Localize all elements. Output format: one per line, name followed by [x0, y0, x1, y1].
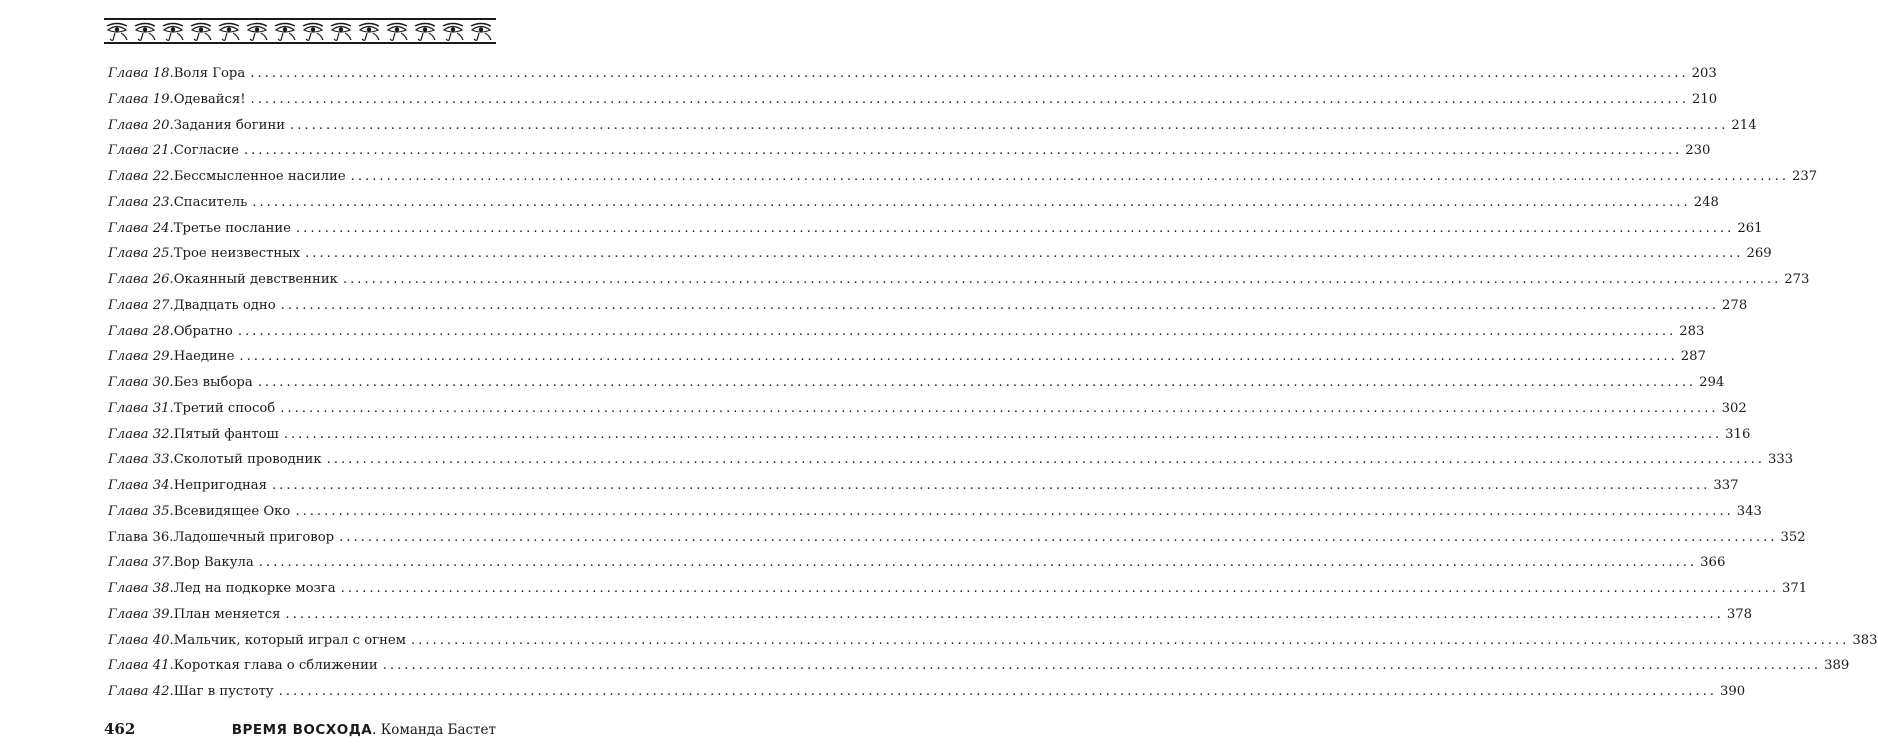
chapter-title: Без выбора — [173, 375, 253, 390]
chapter-label: Глава 30 — [108, 375, 170, 390]
label-separator: . — [169, 246, 174, 262]
chapter-title: Шаг в пустоту — [173, 684, 274, 699]
label-separator: . — [169, 452, 174, 468]
eye-of-horus-icon — [191, 24, 211, 41]
eye-of-horus-icon — [247, 24, 267, 41]
dot-leader: ........................................................................................................................................................................................................ — [237, 323, 1677, 339]
chapter-label: Глава 21 — [108, 143, 170, 159]
chapter-page-number: 230 — [1685, 143, 1711, 159]
dot-leader: ........................................................................................................................................................................................................ — [250, 91, 1689, 107]
label-separator: . — [169, 272, 174, 287]
chapter-page-number: 343 — [1736, 503, 1762, 519]
chapter-title: Согласие — [173, 143, 239, 159]
chapter-label: Глава 18 — [108, 66, 170, 81]
label-separator: . — [169, 555, 174, 571]
toc-entry — [108, 220, 1763, 247]
toc-entry — [108, 117, 1757, 144]
label-separator: . — [169, 632, 174, 648]
toc-entry — [108, 478, 1739, 504]
toc-entry — [108, 246, 1772, 272]
eye-of-horus-icon — [163, 24, 183, 41]
chapter-title: Задания богини — [173, 117, 286, 133]
label-separator: . — [169, 349, 174, 365]
toc-entry — [108, 555, 1726, 581]
toc-entry — [108, 272, 1810, 298]
chapter-title: Воля Гора — [173, 66, 246, 81]
chapter-label: Глава 41 — [108, 658, 170, 674]
label-separator: . — [169, 91, 174, 107]
chapter-label: Глава 34 — [108, 478, 170, 493]
toc-entry — [108, 143, 1711, 169]
chapter-page-number: 203 — [1691, 66, 1717, 81]
chapter-label: Глава 36 — [108, 529, 170, 545]
chapter-title: Обратно — [173, 323, 233, 339]
chapter-title: План меняется — [173, 606, 281, 622]
toc-entry — [108, 606, 1752, 633]
dot-leader: ........................................................................................................................................................................................................ — [250, 66, 1689, 81]
chapter-page-number: 389 — [1824, 658, 1850, 674]
dot-leader: ........................................................................................................................................................................................................ — [342, 272, 1782, 287]
chapter-label: Глава 25 — [108, 246, 170, 262]
chapter-page-number: 287 — [1680, 349, 1706, 365]
label-separator: . — [169, 66, 174, 81]
dot-leader: ........................................................................................................................................................................................................ — [257, 375, 1697, 390]
chapter-label: Глава 20 — [108, 117, 170, 133]
chapter-title: Вор Вакула — [173, 555, 254, 571]
label-separator: . — [169, 117, 174, 133]
label-separator: . — [169, 503, 174, 519]
label-separator: . — [169, 658, 174, 674]
eye-of-horus-icon — [135, 24, 155, 41]
chapter-title: Ладошечный приговор — [173, 529, 335, 545]
chapter-label: Глава 35 — [108, 503, 170, 519]
chapter-page-number: 294 — [1699, 375, 1725, 390]
toc-entry — [108, 581, 1808, 607]
dot-leader: ........................................................................................................................................................................................................ — [290, 117, 1729, 133]
chapter-page-number: 261 — [1737, 220, 1763, 236]
toc-entry — [108, 194, 1719, 221]
dot-leader: ........................................................................................................................................................................................................ — [243, 143, 1683, 159]
toc-entry — [108, 91, 1718, 118]
table-of-contents — [108, 66, 1878, 710]
chapter-label: Глава 37 — [108, 555, 170, 571]
eye-of-horus-icon — [387, 24, 407, 41]
dot-leader: ........................................................................................................................................................................................................ — [350, 169, 1790, 184]
chapter-label: Глава 33 — [108, 452, 170, 468]
eye-of-horus-icon — [471, 24, 491, 41]
dot-leader: ........................................................................................................................................................................................................ — [410, 632, 1850, 648]
chapter-title: Спаситель — [173, 194, 248, 210]
toc-entry — [108, 297, 1748, 324]
toc-entry — [108, 375, 1725, 401]
chapter-page-number: 248 — [1693, 194, 1719, 210]
chapter-label: Глава 24 — [108, 220, 170, 236]
book-title: ВРЕМЯ ВОСХОДА — [231, 722, 373, 738]
eye-of-horus-icon — [331, 24, 351, 41]
dot-leader: ........................................................................................................................................................................................................ — [295, 503, 1734, 519]
chapter-label: Глава 38 — [108, 581, 170, 596]
chapter-page-number: 366 — [1700, 555, 1726, 571]
label-separator: . — [169, 478, 174, 493]
label-separator: . — [169, 323, 174, 339]
chapter-title: Лед на подкорке мозга — [173, 581, 336, 596]
eye-of-horus-icon — [415, 24, 435, 41]
label-separator: . — [169, 684, 174, 699]
chapter-page-number: 237 — [1792, 169, 1818, 184]
toc-entry — [108, 503, 1762, 530]
dot-leader: ........................................................................................................................................................................................................ — [326, 452, 1765, 468]
chapter-title: Окаянный девственник — [173, 272, 338, 287]
label-separator: . — [169, 143, 174, 159]
chapter-page-number: 283 — [1679, 323, 1705, 339]
chapter-title: Сколотый проводник — [173, 452, 322, 468]
dot-leader: ........................................................................................................................................................................................................ — [382, 658, 1822, 674]
eye-of-horus-icon — [275, 24, 295, 41]
chapter-title: Двадцать одно — [173, 297, 276, 313]
chapter-label: Глава 26 — [108, 272, 170, 287]
chapter-title: Мальчик, который играл с огнем — [173, 632, 406, 648]
chapter-label: Глава 27 — [108, 297, 170, 313]
chapter-label: Глава 42 — [108, 684, 170, 699]
dot-leader: ........................................................................................................................................................................................................ — [285, 606, 1724, 622]
toc-entry — [108, 400, 1747, 427]
chapter-page-number: 210 — [1691, 91, 1718, 107]
chapter-title: Короткая глава о сближении — [173, 658, 378, 674]
dot-leader: ........................................................................................................................................................................................................ — [295, 220, 1735, 236]
toc-entry — [108, 632, 1878, 659]
toc-entry — [108, 66, 1717, 92]
toc-entry — [108, 426, 1751, 453]
eye-of-horus-icon — [359, 24, 379, 41]
title-separator: . — [372, 722, 381, 738]
label-separator: . — [169, 297, 174, 313]
label-separator: . — [169, 581, 174, 596]
chapter-label: Глава 31 — [108, 400, 170, 416]
eye-of-horus-icon-row — [104, 20, 496, 42]
dot-leader: ........................................................................................................................................................................................................ — [280, 297, 1720, 313]
dot-leader: ........................................................................................................................................................................................................ — [252, 194, 1691, 210]
chapter-label: Глава 32 — [108, 426, 170, 442]
eye-of-horus-icon — [303, 24, 323, 41]
chapter-page-number: 378 — [1726, 606, 1752, 622]
label-separator: . — [169, 375, 174, 390]
dot-leader: ........................................................................................................................................................................................................ — [340, 581, 1779, 596]
series-name: Команда Бастет — [380, 722, 496, 738]
dot-leader: ........................................................................................................................................................................................................ — [339, 529, 1778, 545]
chapter-label: Глава 40 — [108, 632, 170, 648]
chapter-label: Глава 39 — [108, 606, 170, 622]
page-number: 462 — [104, 720, 136, 738]
label-separator: . — [169, 220, 174, 236]
label-separator: . — [169, 169, 174, 184]
chapter-title: Бессмысленное насилие — [173, 169, 346, 184]
chapter-page-number: 278 — [1722, 297, 1748, 313]
chapter-title: Трое неизвестных — [173, 246, 301, 262]
toc-entry — [108, 452, 1794, 478]
dot-leader: ........................................................................................................................................................................................................ — [305, 246, 1744, 262]
eye-of-horus-icon — [107, 24, 127, 41]
dot-leader: ........................................................................................................................................................................................................ — [271, 478, 1711, 493]
chapter-title: Третье послание — [173, 220, 291, 236]
label-separator: . — [169, 194, 174, 210]
dot-leader: ........................................................................................................................................................................................................ — [280, 400, 1719, 416]
chapter-label: Глава 22 — [108, 169, 170, 184]
eye-of-horus-border — [104, 18, 496, 44]
chapter-page-number: 302 — [1721, 400, 1747, 416]
chapter-page-number: 390 — [1719, 684, 1746, 699]
toc-entry — [108, 658, 1850, 684]
label-separator: . — [169, 426, 174, 442]
dot-leader: ........................................................................................................................................................................................................ — [283, 426, 1723, 442]
chapter-label: Глава 23 — [108, 194, 170, 210]
page-footer — [104, 720, 496, 738]
chapter-page-number: 352 — [1780, 529, 1806, 545]
chapter-label: Глава 28 — [108, 323, 170, 339]
chapter-page-number: 273 — [1784, 272, 1810, 287]
chapter-title: Наедине — [173, 349, 235, 365]
chapter-label: Глава 29 — [108, 349, 170, 365]
chapter-label: Глава 19 — [108, 91, 170, 107]
toc-entry — [108, 529, 1806, 556]
toc-entry — [108, 684, 1746, 710]
chapter-page-number: 269 — [1746, 246, 1772, 262]
eye-of-horus-icon — [219, 24, 239, 41]
chapter-title: Непригодная — [173, 478, 267, 493]
chapter-page-number: 371 — [1781, 581, 1808, 596]
toc-entry — [108, 349, 1706, 375]
toc-entry — [108, 169, 1818, 195]
chapter-page-number: 337 — [1713, 478, 1739, 493]
label-separator: . — [169, 529, 174, 545]
running-title — [232, 722, 496, 738]
dot-leader: ........................................................................................................................................................................................................ — [258, 555, 1698, 571]
chapter-page-number: 383 — [1852, 632, 1878, 648]
dot-leader: ........................................................................................................................................................................................................ — [239, 349, 1678, 365]
label-separator: . — [169, 400, 174, 416]
dot-leader: ........................................................................................................................................................................................................ — [278, 684, 1717, 699]
label-separator: . — [169, 606, 174, 622]
chapter-page-number: 316 — [1725, 426, 1751, 442]
chapter-title: Третий способ — [173, 400, 276, 416]
eye-of-horus-icon — [443, 24, 463, 41]
chapter-title: Пятый фантош — [173, 426, 279, 442]
toc-entry — [108, 323, 1705, 350]
chapter-title: Одевайся! — [173, 91, 246, 107]
chapter-page-number: 333 — [1767, 452, 1794, 468]
chapter-page-number: 214 — [1731, 117, 1757, 133]
chapter-title: Всевидящее Око — [173, 503, 291, 519]
